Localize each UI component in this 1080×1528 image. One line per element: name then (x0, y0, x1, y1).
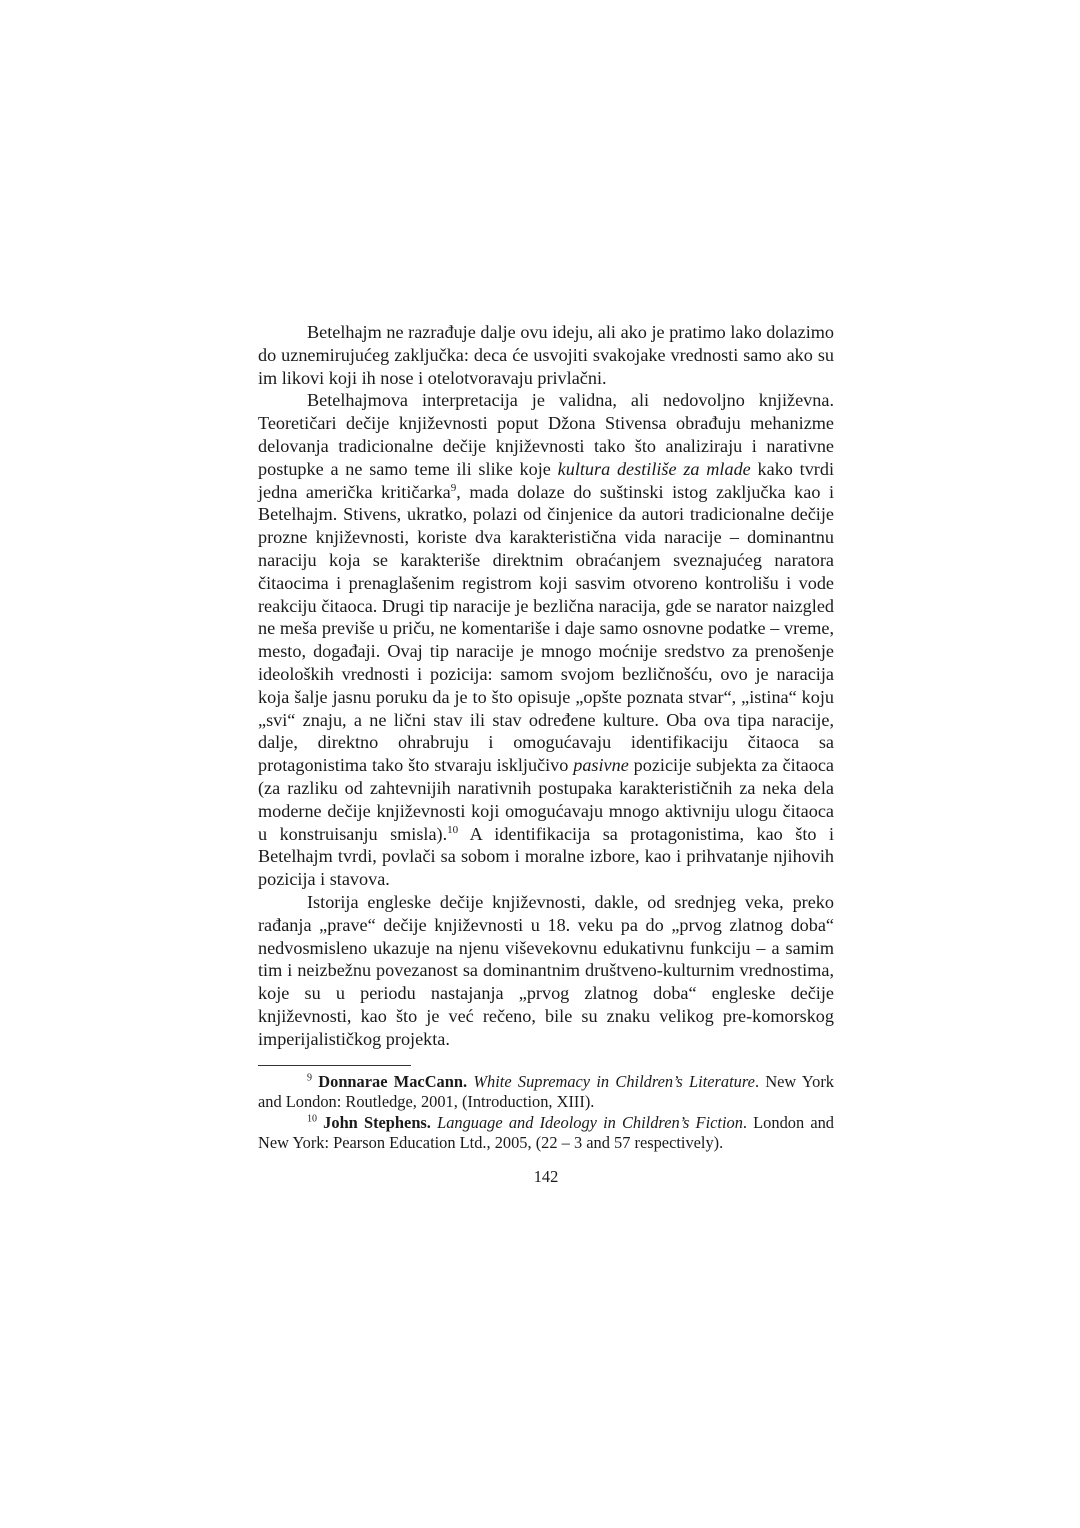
footnote-reference-9[interactable]: 9 (450, 481, 457, 494)
paragraph-text: A identifikacija sa protagonistima, kao što i Betelhajm tvrdi, povlači sa sobom i moralne izbore, kao i prihvatanje njihovih pozicija i stavova. (258, 823, 835, 890)
paragraph-2 (258, 389, 834, 891)
page-body (258, 321, 834, 1187)
footnote-divider (258, 1065, 411, 1066)
footnote-reference-10[interactable]: 10 (447, 823, 459, 836)
footnote-9 (258, 1072, 834, 1113)
italic-phrase: kultura destiliše za mlade (557, 458, 751, 479)
paragraph-text: Betelhajmova interpretacija je validna, ali nedovoljno književna. Teoretičari dečije književnosti poput Džona Stivensa obrađuju mehanizme delovanja tradicionalne dečije književnosti tako što analiziraju i narativne postupke a ne samo teme ili slike koje (258, 390, 834, 479)
footnote-number: 10 (307, 1113, 317, 1125)
paragraph-text: pozicije subjekta za čitaoca (za razliku od zahtevnijih narativnih postupaka karakterističnih za neka dela moderne dečije književnosti koji omogućavaju mnogo aktivniju ulogu čitaoca u konstruisanju smisla). (258, 755, 834, 844)
paragraph-text: Betelhajm ne razrađuje dalje ovu ideju, ali ako je pratimo lako dolazimo do uznemirujućeg zaključka: deca će usvojiti svakojake vrednosti samo ako su im likovi koji ih nose i otelotvoravaju privlačni. (258, 322, 834, 388)
paragraph-text: kako tvrdi jedna američka kritičarka (258, 458, 834, 502)
footnote-title: Language and Ideology in Children’s Fiction (437, 1112, 743, 1132)
paragraph-text: Istorija engleske dečije književnosti, dakle, od srednjeg veka, preko rađanja „prave“ dečije književnosti u 18. veku pa do „prvog zlatnog doba“ nedvosmisleno ukazuje na njenu viševekovnu edukativnu funkciju – a samim tim i neizbežnu povezanost sa dominantnim društveno-kulturnim vrednostima, koje su u periodu nastajanja „prvog zlatnog doba“ engleske dečije književnosti, kao što je već rečeno, bile su znaku velikog pre-komorskog imperijalističkog projekta. (258, 891, 834, 1049)
paragraph-1 (258, 321, 834, 389)
page-number: 142 (533, 1166, 559, 1186)
footnote-number: 9 (307, 1072, 312, 1084)
footnote-10 (258, 1113, 834, 1154)
footnote-details: . London and New York: Pearson Education Ltd., 2005, (22 – 3 and 57 respectively). (258, 1112, 834, 1153)
paragraph-3 (258, 891, 834, 1051)
paragraph-text: , mada dolaze do suštinski istog zaključka kao i Betelhajm. Stivens, ukratko, polazi od činjenice da autori tradicionalne dečije prozne književnosti, koriste dva karakteristična vida naracije – dominantnu naraciju koja se karakteriše direktnim obraćanjem sveznajućeg naratora čitaocima i prenaglašenim registrom koji sasvim otvoreno kontrolišu i vode reakciju čitaoca. Drugi tip naracije je bezlična naracija, gde se narator naizgled ne meša previše u priču, ne komentariše i daje samo osnovne podatke – vreme, mesto, događaji. Ovaj tip naracije je mnogo moćnije sredstvo za prenošenje ideoloških vrednosti i pozicija: samom svojom bezličnošću, ovo je naracija koja šalje jasnu poruku da je to što opisuje „opšte poznata stvar“, „istina“ koju „svi“ znaju, a ne lični stav ili stav određene kulture. Oba ova tipa naracije, dalje, direktno ohrabruju i omogućavaju identifikaciju čitaoca sa protagonistima tako što stvaraju isključivo (258, 481, 835, 776)
italic-word: pasivne (573, 755, 629, 776)
footnote-details: . New York and London: Routledge, 2001, (Introduction, XIII). (258, 1071, 834, 1112)
footnote-author: John Stephens. (323, 1112, 431, 1132)
footnote-title: White Supremacy in Children’s Literature (473, 1071, 755, 1091)
footnote-author: Donnarae MacCann. (318, 1071, 468, 1091)
